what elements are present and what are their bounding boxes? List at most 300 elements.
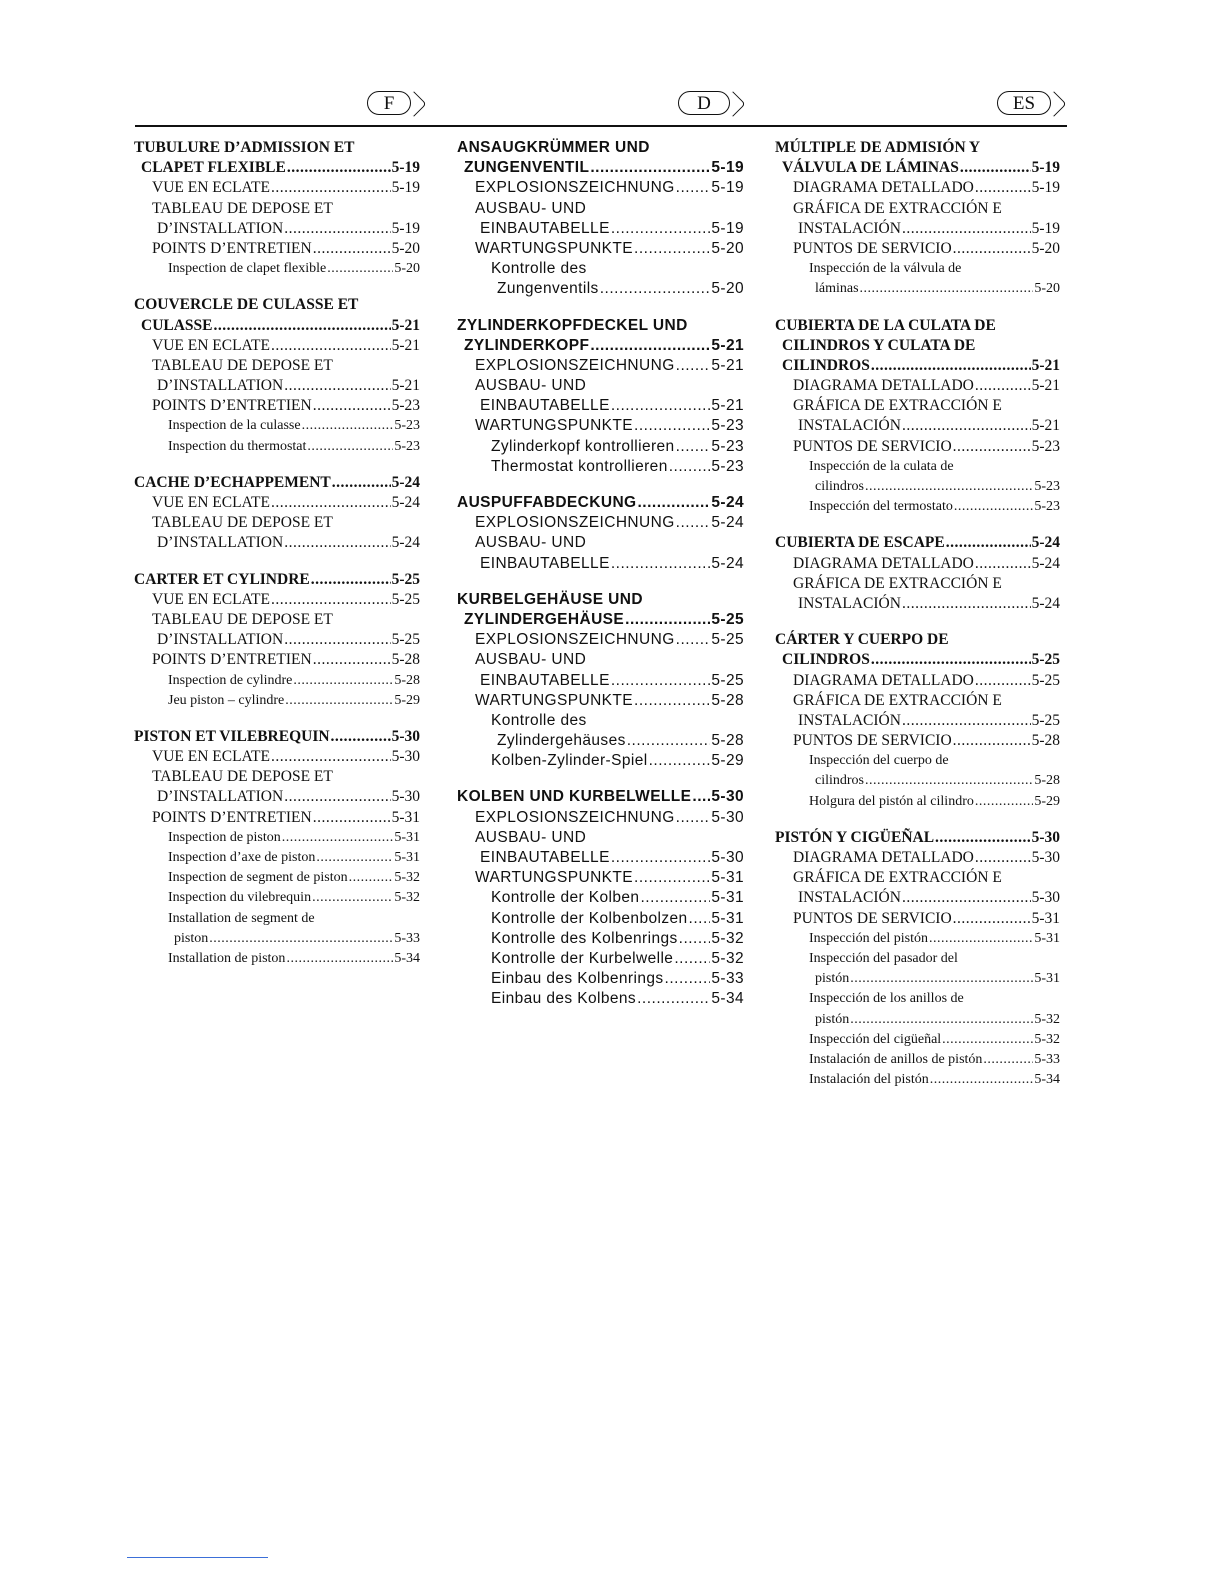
toc-heading[interactable] bbox=[775, 336, 1060, 356]
toc-entry[interactable] bbox=[775, 848, 1060, 868]
dot-leader bbox=[902, 594, 1031, 614]
dot-leader bbox=[902, 219, 1031, 239]
toc-entry[interactable] bbox=[457, 239, 744, 259]
toc-entry[interactable] bbox=[134, 691, 420, 711]
toc-entry-title: Inspección de los anillos de bbox=[809, 991, 964, 1007]
toc-heading[interactable] bbox=[775, 533, 1060, 553]
dot-leader bbox=[637, 989, 710, 1009]
toc-entry-title: cilindros bbox=[815, 479, 864, 494]
toc-column-french bbox=[134, 138, 420, 969]
toc-heading[interactable] bbox=[134, 570, 420, 590]
toc-page-number: 5-20 bbox=[711, 280, 744, 298]
toc-entry-title: Inspección del termostato bbox=[809, 499, 953, 515]
dot-leader bbox=[942, 1030, 1033, 1050]
toc-entry-title: AUSBAU- UND bbox=[475, 651, 587, 669]
dot-leader bbox=[953, 731, 1031, 751]
toc-page-number: 5-20 bbox=[394, 261, 420, 277]
toc-entry-title: Einbau des Kolbens bbox=[491, 990, 637, 1008]
toc-entry[interactable] bbox=[457, 259, 744, 279]
dot-leader bbox=[284, 376, 390, 396]
toc-entry-title: D’INSTALLATION bbox=[157, 788, 284, 806]
toc-entry[interactable] bbox=[775, 751, 1060, 771]
toc-entry[interactable] bbox=[134, 239, 420, 259]
toc-entry-title: CUBIERTA DE LA CULATA DE bbox=[775, 316, 996, 334]
toc-entry-title: TABLEAU DE DEPOSE ET bbox=[152, 514, 333, 532]
toc-entry[interactable] bbox=[775, 1030, 1060, 1050]
toc-entry[interactable] bbox=[457, 751, 744, 771]
toc-entry[interactable] bbox=[134, 767, 420, 787]
toc-entry-title: CÁRTER Y CUERPO DE bbox=[775, 631, 949, 649]
dot-leader bbox=[902, 711, 1031, 731]
toc-entry-title: EINBAUTABELLE bbox=[480, 219, 610, 237]
toc-entry[interactable] bbox=[457, 178, 744, 198]
toc-entry[interactable] bbox=[457, 279, 744, 299]
toc-page-number: 5-24 bbox=[1031, 534, 1060, 552]
toc-entry-title: Inspección del pistón bbox=[809, 930, 928, 946]
toc-entry[interactable] bbox=[457, 808, 744, 828]
toc-entry[interactable] bbox=[775, 554, 1060, 574]
dot-leader bbox=[271, 336, 391, 356]
toc-entry[interactable] bbox=[457, 554, 744, 574]
dot-leader bbox=[331, 727, 391, 747]
toc-page-number: 5-30 bbox=[391, 748, 420, 766]
toc-entry-title: AUSBAU- UND bbox=[475, 534, 587, 552]
toc-page-number: 5-24 bbox=[391, 473, 420, 491]
dot-leader bbox=[611, 554, 711, 574]
toc-heading[interactable] bbox=[134, 316, 420, 336]
toc-entry-title: DIAGRAMA DETALLADO bbox=[793, 554, 974, 572]
dot-leader bbox=[302, 416, 394, 436]
toc-heading[interactable] bbox=[775, 356, 1060, 376]
dot-leader bbox=[284, 533, 390, 553]
toc-entry-title: PUNTOS DE SERVICIO bbox=[793, 239, 952, 257]
toc-entry[interactable] bbox=[134, 416, 420, 436]
toc-page-number: 5-31 bbox=[394, 850, 420, 865]
badge-arrow-icon bbox=[1041, 91, 1066, 116]
dot-leader bbox=[850, 1010, 1033, 1030]
section-gap bbox=[134, 711, 420, 727]
toc-entry-title: Installation de piston bbox=[168, 950, 286, 966]
toc-entry-title: ANSAUGKRÜMMER UND bbox=[457, 139, 650, 156]
toc-entry-title: Holgura del pistón al cilindro bbox=[809, 793, 974, 809]
toc-entry-title: Inspection du vilebrequin bbox=[168, 890, 312, 906]
toc-entry-title: GRÁFICA DE EXTRACCIÓN E bbox=[793, 574, 1002, 592]
toc-entry[interactable] bbox=[457, 711, 744, 731]
toc-entry-title: AUSBAU- UND bbox=[475, 199, 587, 217]
toc-entry-title: POINTS D’ENTRETIEN bbox=[152, 397, 312, 415]
toc-entry-title: EXPLOSIONSZEICHNUNG bbox=[475, 808, 675, 826]
toc-entry-title: VUE EN ECLATE bbox=[152, 748, 270, 766]
dot-leader bbox=[665, 969, 711, 989]
toc-entry[interactable] bbox=[775, 396, 1060, 416]
toc-entry[interactable] bbox=[134, 590, 420, 610]
toc-entry-title: INSTALACIÓN bbox=[798, 711, 901, 729]
toc-entry-title: VUE EN ECLATE bbox=[152, 590, 270, 608]
toc-entry[interactable] bbox=[134, 630, 420, 650]
toc-entry[interactable] bbox=[134, 178, 420, 198]
section-gap bbox=[457, 771, 744, 787]
toc-entry[interactable] bbox=[775, 279, 1060, 299]
toc-entry-title: VUE EN ECLATE bbox=[152, 179, 270, 197]
toc-page-number: 5-32 bbox=[1034, 1011, 1060, 1027]
dot-leader bbox=[638, 493, 711, 513]
dot-leader bbox=[902, 888, 1031, 908]
toc-entry-title: VUE EN ECLATE bbox=[152, 494, 270, 511]
dot-leader bbox=[313, 239, 391, 259]
section-gap bbox=[457, 300, 744, 316]
dot-leader bbox=[676, 513, 711, 533]
toc-entry[interactable] bbox=[457, 219, 744, 239]
dot-leader bbox=[214, 316, 391, 336]
toc-entry-title: CACHE D’ECHAPPEMENT bbox=[134, 473, 331, 491]
toc-entry[interactable] bbox=[457, 457, 744, 477]
dot-leader bbox=[284, 219, 390, 239]
toc-entry[interactable] bbox=[775, 888, 1060, 908]
toc-page-number: 5-30 bbox=[711, 849, 744, 866]
dot-leader bbox=[935, 828, 1031, 848]
toc-entry[interactable] bbox=[775, 909, 1060, 929]
toc-entry[interactable] bbox=[134, 888, 420, 908]
toc-entry[interactable] bbox=[134, 747, 420, 767]
toc-entry-title: DIAGRAMA DETALLADO bbox=[793, 179, 974, 197]
toc-page-number: 5-23 bbox=[394, 418, 420, 434]
section-gap bbox=[457, 574, 744, 590]
dot-leader bbox=[954, 497, 1033, 517]
toc-heading[interactable] bbox=[457, 138, 744, 158]
toc-entry[interactable] bbox=[457, 731, 744, 751]
toc-entry[interactable] bbox=[775, 671, 1060, 691]
toc-entry-title: D’INSTALLATION bbox=[157, 631, 284, 649]
toc-heading[interactable] bbox=[457, 493, 744, 513]
toc-entry[interactable] bbox=[457, 868, 744, 888]
toc-entry[interactable] bbox=[134, 650, 420, 670]
dot-leader bbox=[983, 1050, 1033, 1070]
toc-entry[interactable] bbox=[134, 848, 420, 868]
toc-page-number: 5-30 bbox=[1031, 828, 1060, 846]
toc-entry[interactable] bbox=[134, 376, 420, 396]
toc-entry[interactable] bbox=[134, 219, 420, 239]
toc-entry[interactable] bbox=[134, 909, 420, 929]
toc-entry-title: Zungenventils bbox=[497, 280, 599, 298]
dot-leader bbox=[316, 848, 393, 868]
toc-entry[interactable] bbox=[457, 969, 744, 989]
toc-entry[interactable] bbox=[457, 828, 744, 848]
toc-entry[interactable] bbox=[775, 949, 1060, 969]
header-rule bbox=[135, 125, 1067, 127]
toc-page-number: 5-29 bbox=[394, 692, 420, 708]
toc-entry[interactable] bbox=[134, 808, 420, 828]
toc-entry[interactable] bbox=[775, 929, 1060, 949]
dot-leader bbox=[975, 792, 1033, 812]
toc-entry-title: AUSBAU- UND bbox=[475, 377, 587, 395]
toc-page-number: 5-21 bbox=[391, 336, 420, 354]
toc-entry[interactable] bbox=[775, 731, 1060, 751]
toc-heading[interactable] bbox=[134, 727, 420, 747]
toc-heading[interactable] bbox=[457, 590, 744, 610]
toc-heading[interactable] bbox=[775, 828, 1060, 848]
toc-entry-title: GRÁFICA DE EXTRACCIÓN E bbox=[793, 199, 1002, 217]
toc-entry[interactable] bbox=[457, 396, 744, 416]
toc-entry-title: TUBULURE D’ADMISSION ET bbox=[134, 139, 355, 156]
dot-leader bbox=[307, 437, 393, 457]
toc-entry-title: WARTUNGSPUNKTE bbox=[475, 417, 634, 435]
section-gap bbox=[775, 614, 1060, 630]
dot-leader bbox=[590, 158, 710, 178]
toc-entry[interactable] bbox=[457, 513, 744, 533]
toc-entry[interactable] bbox=[775, 457, 1060, 477]
toc-heading[interactable] bbox=[457, 787, 744, 807]
toc-entry-title: Inspection de la culasse bbox=[168, 418, 301, 434]
toc-entry[interactable] bbox=[775, 477, 1060, 497]
toc-entry[interactable] bbox=[775, 1050, 1060, 1070]
language-code-es: ES bbox=[1012, 93, 1036, 114]
toc-entry[interactable] bbox=[775, 969, 1060, 989]
dot-leader bbox=[902, 416, 1031, 436]
toc-entry-title: piston bbox=[174, 930, 209, 946]
toc-entry[interactable] bbox=[457, 356, 744, 376]
toc-entry[interactable] bbox=[134, 929, 420, 949]
toc-entry[interactable] bbox=[134, 610, 420, 630]
toc-entry-title: CUBIERTA DE ESCAPE bbox=[775, 534, 945, 552]
dot-leader bbox=[627, 731, 711, 751]
toc-page-number: 5-28 bbox=[391, 651, 420, 669]
toc-entry[interactable] bbox=[775, 868, 1060, 888]
toc-entry[interactable] bbox=[775, 376, 1060, 396]
toc-entry-title: ZYLINDERKOPF bbox=[464, 336, 590, 354]
toc-entry[interactable] bbox=[134, 199, 420, 219]
dot-leader bbox=[975, 848, 1031, 868]
toc-entry-title: CILINDROS bbox=[782, 651, 870, 669]
toc-page-number: 5-23 bbox=[711, 417, 744, 435]
toc-entry-title: Kolben-Zylinder-Spiel bbox=[491, 752, 648, 770]
toc-entry[interactable] bbox=[457, 533, 744, 553]
toc-page-number: 5-19 bbox=[711, 159, 744, 177]
toc-page-number: 5-30 bbox=[711, 808, 744, 826]
toc-entry-title: Inspection de segment de piston bbox=[168, 870, 348, 886]
toc-entry[interactable] bbox=[134, 437, 420, 457]
toc-entry[interactable] bbox=[457, 671, 744, 691]
dot-leader bbox=[634, 239, 710, 259]
toc-entry[interactable] bbox=[134, 396, 420, 416]
toc-heading[interactable] bbox=[134, 138, 420, 158]
toc-entry[interactable] bbox=[457, 848, 744, 868]
toc-column-german bbox=[457, 138, 744, 1010]
toc-entry[interactable] bbox=[134, 493, 420, 513]
toc-page-number: 5-25 bbox=[1031, 711, 1060, 729]
toc-entry-title: Inspección del pasador del bbox=[809, 950, 958, 966]
dot-leader bbox=[975, 671, 1031, 691]
badge-arrow-icon bbox=[720, 91, 745, 116]
toc-entry[interactable] bbox=[775, 1010, 1060, 1030]
toc-entry[interactable] bbox=[457, 630, 744, 650]
toc-page-number: 5-23 bbox=[1031, 437, 1060, 455]
toc-entry[interactable] bbox=[775, 711, 1060, 731]
dot-leader bbox=[611, 219, 711, 239]
toc-entry[interactable] bbox=[457, 199, 744, 219]
toc-entry[interactable] bbox=[134, 671, 420, 691]
toc-page-number: 5-32 bbox=[711, 949, 744, 967]
toc-page-number: 5-30 bbox=[1031, 849, 1060, 866]
toc-entry[interactable] bbox=[775, 416, 1060, 436]
toc-entry-title: VUE EN ECLATE bbox=[152, 336, 270, 354]
toc-entry[interactable] bbox=[775, 219, 1060, 239]
toc-entry-title: CLAPET FLEXIBLE bbox=[141, 159, 286, 177]
toc-entry-title: pistón bbox=[815, 1011, 850, 1027]
toc-entry-title: Thermostat kontrollieren bbox=[491, 457, 668, 475]
toc-entry[interactable] bbox=[134, 787, 420, 807]
toc-entry[interactable] bbox=[134, 828, 420, 848]
toc-entry[interactable] bbox=[775, 239, 1060, 259]
dot-leader bbox=[600, 279, 711, 299]
toc-entry-title: D’INSTALLATION bbox=[157, 377, 284, 395]
toc-entry[interactable] bbox=[775, 437, 1060, 457]
section-gap bbox=[134, 279, 420, 295]
toc-entry-title: Kontrolle des bbox=[491, 711, 587, 729]
toc-page-number: 5-20 bbox=[711, 239, 744, 257]
toc-entry[interactable] bbox=[457, 929, 744, 949]
toc-entry-title: POINTS D’ENTRETIEN bbox=[152, 239, 312, 257]
toc-heading[interactable] bbox=[775, 630, 1060, 650]
toc-entry[interactable] bbox=[457, 691, 744, 711]
toc-entry[interactable] bbox=[775, 497, 1060, 517]
toc-entry[interactable] bbox=[457, 416, 744, 436]
toc-entry-title: TABLEAU DE DEPOSE ET bbox=[152, 610, 333, 628]
toc-page-number: 5-28 bbox=[1034, 773, 1060, 789]
toc-page-number: 5-29 bbox=[1034, 793, 1060, 809]
toc-entry-title: PISTÓN Y CIGÜEÑAL bbox=[775, 828, 935, 846]
dot-leader bbox=[287, 158, 391, 178]
toc-page-number: 5-25 bbox=[711, 631, 744, 649]
toc-page-number: 5-24 bbox=[391, 534, 420, 552]
toc-entry[interactable] bbox=[457, 909, 744, 929]
toc-entry-title: Kontrolle des Kolbenrings bbox=[491, 929, 678, 947]
section-gap bbox=[775, 812, 1060, 828]
toc-entry[interactable] bbox=[134, 868, 420, 888]
toc-page-number: 5-21 bbox=[391, 316, 420, 334]
dot-leader bbox=[634, 868, 710, 888]
toc-page-number: 5-24 bbox=[711, 554, 744, 572]
toc-entry[interactable] bbox=[775, 691, 1060, 711]
toc-entry[interactable] bbox=[134, 259, 420, 279]
toc-page-number: 5-25 bbox=[391, 570, 420, 588]
toc-page-number: 5-24 bbox=[1031, 594, 1060, 612]
dot-leader bbox=[679, 929, 711, 949]
dot-leader bbox=[327, 259, 393, 279]
toc-entry[interactable] bbox=[775, 574, 1060, 594]
toc-entry[interactable] bbox=[775, 792, 1060, 812]
toc-entry[interactable] bbox=[457, 650, 744, 670]
toc-entry-title: Installation de segment de bbox=[168, 910, 315, 926]
toc-page-number: 5-31 bbox=[1034, 971, 1060, 987]
toc-entry-title: EINBAUTABELLE bbox=[480, 849, 610, 866]
toc-heading[interactable] bbox=[457, 336, 744, 356]
footer-link-underline[interactable] bbox=[127, 1557, 268, 1558]
toc-page-number: 5-19 bbox=[1031, 179, 1060, 197]
toc-entry[interactable] bbox=[775, 259, 1060, 279]
toc-entry-title: Kontrolle des bbox=[491, 260, 587, 278]
toc-entry-title: Kontrolle der Kolbenbolzen bbox=[491, 909, 688, 927]
dot-leader bbox=[640, 888, 710, 908]
toc-entry[interactable] bbox=[457, 949, 744, 969]
toc-entry-title: Inspection de clapet flexible bbox=[168, 261, 327, 277]
toc-entry[interactable] bbox=[775, 1070, 1060, 1090]
toc-entry-title: láminas bbox=[815, 281, 859, 297]
toc-page-number: 5-31 bbox=[391, 808, 420, 826]
toc-page-number: 5-19 bbox=[711, 179, 744, 197]
dot-leader bbox=[850, 969, 1033, 989]
toc-page-number: 5-23 bbox=[711, 437, 744, 455]
toc-heading[interactable] bbox=[134, 295, 420, 315]
toc-entry-title: Inspection de cylindre bbox=[168, 672, 293, 688]
toc-entry[interactable] bbox=[457, 376, 744, 396]
toc-entry[interactable] bbox=[775, 199, 1060, 219]
toc-entry-title: DIAGRAMA DETALLADO bbox=[793, 849, 974, 866]
toc-entry-title: Inspection d’axe de piston bbox=[168, 850, 316, 865]
toc-entry[interactable] bbox=[775, 178, 1060, 198]
dot-leader bbox=[871, 356, 1031, 376]
toc-entry-title: ZYLINDERKOPFDECKEL UND bbox=[457, 316, 688, 334]
toc-heading[interactable] bbox=[134, 473, 420, 493]
toc-entry-title: KURBELGEHÄUSE UND bbox=[457, 590, 643, 608]
toc-entry[interactable] bbox=[134, 533, 420, 553]
toc-entry-title: Inspección de la culata de bbox=[809, 458, 954, 474]
toc-page-number: 5-30 bbox=[391, 788, 420, 806]
dot-leader bbox=[349, 868, 394, 888]
dot-leader bbox=[634, 416, 710, 436]
dot-leader bbox=[676, 356, 711, 376]
toc-entry-title: KOLBEN UND KURBELWELLE bbox=[457, 788, 692, 806]
toc-heading[interactable] bbox=[775, 158, 1060, 178]
toc-heading[interactable] bbox=[134, 158, 420, 178]
dot-leader bbox=[669, 457, 711, 477]
toc-page-number: 5-19 bbox=[1031, 159, 1060, 177]
toc-entry-title: EINBAUTABELLE bbox=[480, 397, 610, 415]
toc-entry-title: TABLEAU DE DEPOSE ET bbox=[152, 199, 333, 217]
toc-entry-title: INSTALACIÓN bbox=[798, 417, 901, 435]
toc-entry[interactable] bbox=[457, 989, 744, 1009]
toc-heading[interactable] bbox=[775, 316, 1060, 336]
toc-entry-title: INSTALACIÓN bbox=[798, 219, 901, 237]
toc-entry-title: GRÁFICA DE EXTRACCIÓN E bbox=[793, 869, 1002, 887]
toc-heading[interactable] bbox=[775, 138, 1060, 158]
dot-leader bbox=[960, 158, 1031, 178]
toc-page-number: 5-31 bbox=[711, 909, 744, 927]
toc-entry[interactable] bbox=[134, 513, 420, 533]
section-gap bbox=[457, 477, 744, 493]
toc-entry[interactable] bbox=[457, 437, 744, 457]
toc-heading[interactable] bbox=[775, 650, 1060, 670]
toc-entry[interactable] bbox=[134, 356, 420, 376]
toc-entry[interactable] bbox=[775, 771, 1060, 791]
toc-heading[interactable] bbox=[457, 316, 744, 336]
dot-leader bbox=[209, 929, 393, 949]
toc-entry[interactable] bbox=[775, 989, 1060, 1009]
toc-entry[interactable] bbox=[457, 888, 744, 908]
toc-entry-title: EINBAUTABELLE bbox=[480, 554, 610, 572]
toc-page-number: 5-30 bbox=[391, 727, 420, 745]
toc-heading[interactable] bbox=[457, 158, 744, 178]
toc-entry[interactable] bbox=[134, 336, 420, 356]
toc-entry[interactable] bbox=[775, 594, 1060, 614]
toc-entry[interactable] bbox=[134, 949, 420, 969]
toc-entry-title: TABLEAU DE DEPOSE ET bbox=[152, 356, 333, 374]
toc-page-number: 5-21 bbox=[1031, 356, 1060, 374]
toc-entry-title: WARTUNGSPUNKTE bbox=[475, 691, 634, 709]
dot-leader bbox=[930, 1070, 1034, 1090]
toc-heading[interactable] bbox=[457, 610, 744, 630]
toc-entry-title: DIAGRAMA DETALLADO bbox=[793, 377, 974, 395]
toc-page-number: 5-33 bbox=[711, 970, 744, 988]
